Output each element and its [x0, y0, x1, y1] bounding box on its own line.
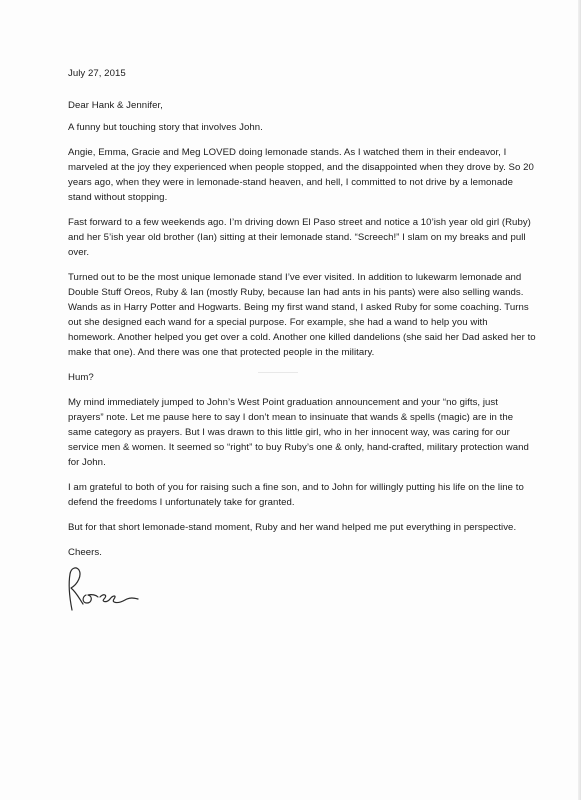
letter-paragraph-hum: Hum? — [68, 372, 94, 383]
letter-date: July 27, 2015 — [68, 68, 126, 79]
letter-closing: Cheers. — [68, 547, 102, 558]
letter-paragraph-lemonade-stands: Angie, Emma, Gracie and Meg LOVED doing lemonade stands. As I watched them in their endeavor, I marveled at the joy they experienced when people stopped, and the disappointed when they drove by. So 20 years ago, when they were in lemonade-stand heaven, and hell, I committed to not drive by a lemonade stand without stopping. — [68, 147, 534, 203]
letter-body — [68, 66, 536, 614]
letter-paragraph-gratitude: I am grateful to both of you for raising such a fine son, and to John for willingly putting his life on the line to defend the freedoms I unfortunately take for granted. — [68, 482, 524, 508]
letter-paragraph-perspective: But for that short lemonade-stand moment, Ruby and her wand helped me put everything in perspective. — [68, 522, 517, 533]
scan-artifact-line — [258, 372, 298, 373]
letter-paragraph-fast-forward: Fast forward to a few weekends ago. I’m driving down El Paso street and notice a 10’ish year old girl (Ruby) and her 5’ish year old brother (Ian) sitting at their lemonade stand. “Screech!” I slam on my breaks and pull over. — [68, 217, 531, 258]
handwritten-signature — [62, 564, 144, 614]
letter-salutation: Dear Hank & Jennifer, — [68, 100, 163, 111]
letter-paragraph-wand-stand: Turned out to be the most unique lemonade stand I’ve ever visited. In addition to lukewarm lemonade and Double Stuff Oreos, Ruby & Ian (mostly Ruby, because Ian had ants in his pants) were also selling wands. Wands as in Harry Potter and Hogwarts. Being my first wand stand, I asked Ruby for some coaching. Turns out she designed each wand for a special purpose. For example, she had a wand to help you with homework. Another helped you get over a cold. Another one killed dandelions (she said her Dad asked her to make that one). And there was one that protected people in the military. — [68, 272, 536, 358]
letter-paragraph-intro: A funny but touching story that involves John. — [68, 122, 263, 133]
letter-paragraph-west-point: My mind immediately jumped to John’s West Point graduation announcement and your “no gifts, just prayers” note. Let me pause here to say I don’t mean to insinuate that wands & spells (magic) are in the same category as prayers. But I was drawn to this little girl, who in her innocent way, was caring for our service men & women. It seemed so “right” to buy Ruby’s one & only, hand-crafted, military protection wand for John. — [68, 397, 529, 468]
